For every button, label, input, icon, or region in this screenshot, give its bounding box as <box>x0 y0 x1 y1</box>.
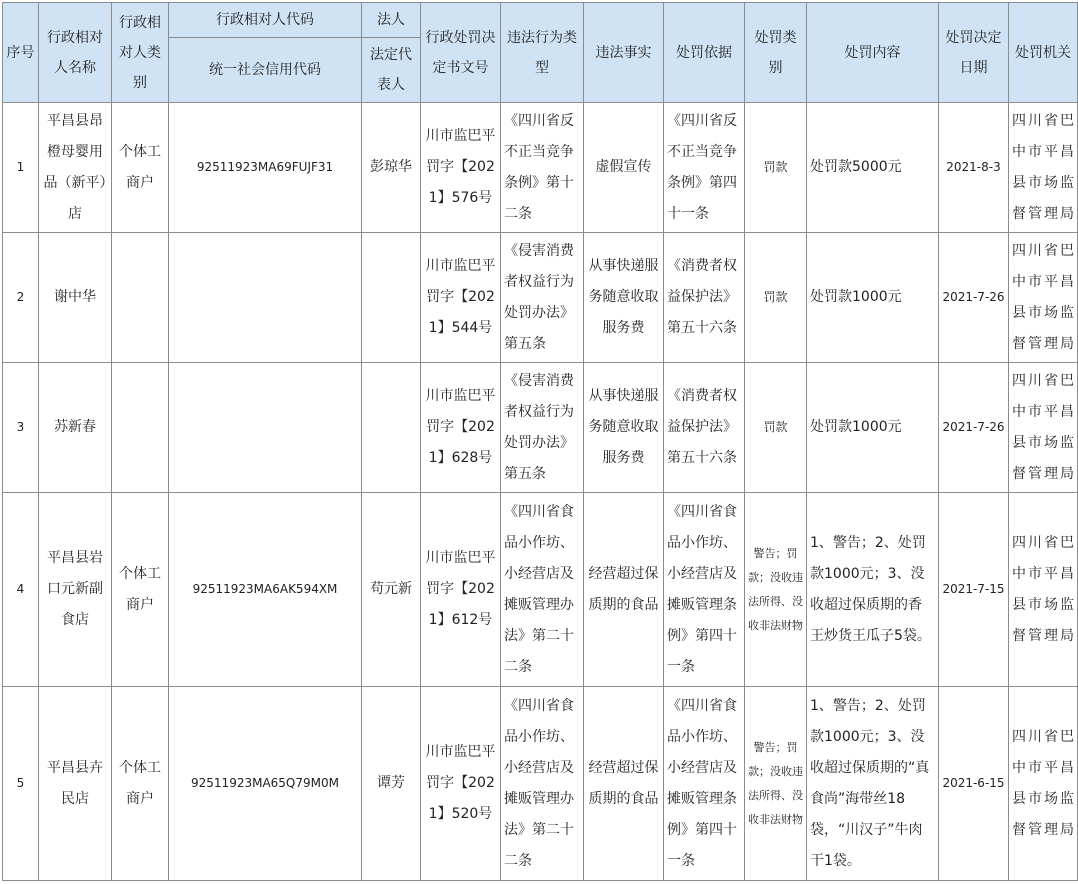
cell-doc-no: 川市监巴平罚字【2021】520号 <box>421 687 501 881</box>
cell-party-type: 个体工商户 <box>112 687 169 881</box>
header-party-code-group: 行政相对人代码 <box>169 3 362 38</box>
header-seq: 序号 <box>3 3 39 103</box>
cell-party-type: 个体工商户 <box>112 493 169 687</box>
cell-violation-fact: 经营超过保质期的食品 <box>584 493 664 687</box>
cell-name: 苏新春 <box>39 363 112 493</box>
cell-name: 平昌县昂橙母婴用品（新平）店 <box>39 103 112 233</box>
cell-credit-code: 92511923MA65Q79M0M <box>169 687 362 881</box>
cell-content: 1、警告；2、处罚款1000元；3、没收超过保质期的“真食尚”海带丝18袋，“川汉子”牛肉干1袋。 <box>807 687 939 881</box>
cell-legal-rep <box>362 363 421 493</box>
cell-violation-fact: 虚假宣传 <box>584 103 664 233</box>
cell-legal-rep: 谭芳 <box>362 687 421 881</box>
table-row <box>3 363 1078 493</box>
header-doc-no: 行政处罚决定书文号 <box>421 3 501 103</box>
cell-authority: 四川省巴中市平昌县市场监督管理局 <box>1009 493 1078 687</box>
cell-doc-no: 川市监巴平罚字【2021】576号 <box>421 103 501 233</box>
cell-category: 罚款 <box>745 363 807 493</box>
cell-date: 2021-7-26 <box>939 363 1009 493</box>
cell-violation-fact: 经营超过保质期的食品 <box>584 687 664 881</box>
cell-credit-code: 92511923MA6AK594XM <box>169 493 362 687</box>
cell-doc-no: 川市监巴平罚字【2021】612号 <box>421 493 501 687</box>
cell-seq: 1 <box>3 103 39 233</box>
cell-category: 罚款 <box>745 103 807 233</box>
header-legal-rep: 法定代表人 <box>362 38 421 103</box>
cell-content: 处罚款5000元 <box>807 103 939 233</box>
header-row-1 <box>3 3 1078 38</box>
cell-date: 2021-8-3 <box>939 103 1009 233</box>
cell-credit-code <box>169 363 362 493</box>
cell-authority: 四川省巴中市平昌县市场监督管理局 <box>1009 363 1078 493</box>
cell-basis: 《消费者权益保护法》第五十六条 <box>664 233 745 363</box>
cell-name: 平昌县卉民店 <box>39 687 112 881</box>
cell-authority: 四川省巴中市平昌县市场监督管理局 <box>1009 103 1078 233</box>
header-name: 行政相对人名称 <box>39 3 112 103</box>
cell-content: 处罚款1000元 <box>807 233 939 363</box>
cell-basis: 《四川省反不正当竞争条例》第四十一条 <box>664 103 745 233</box>
cell-seq: 2 <box>3 233 39 363</box>
header-violation-fact: 违法事实 <box>584 3 664 103</box>
table-row <box>3 103 1078 233</box>
cell-violation-fact: 从事快递服务随意收取服务费 <box>584 233 664 363</box>
cell-category: 罚款 <box>745 233 807 363</box>
cell-violation-type: 《侵害消费者权益行为处罚办法》第五条 <box>501 233 584 363</box>
cell-content: 处罚款1000元 <box>807 363 939 493</box>
cell-credit-code <box>169 233 362 363</box>
cell-seq: 5 <box>3 687 39 881</box>
cell-legal-rep <box>362 233 421 363</box>
cell-authority: 四川省巴中市平昌县市场监督管理局 <box>1009 233 1078 363</box>
cell-legal-rep: 苟元新 <box>362 493 421 687</box>
cell-category: 警告；罚款；没收违法所得、没收非法财物 <box>745 493 807 687</box>
cell-legal-rep: 彭琼华 <box>362 103 421 233</box>
cell-violation-fact: 从事快递服务随意收取服务费 <box>584 363 664 493</box>
header-date: 处罚决定日期 <box>939 3 1009 103</box>
cell-authority: 四川省巴中市平昌县市场监督管理局 <box>1009 687 1078 881</box>
cell-credit-code: 92511923MA69FUJF31 <box>169 103 362 233</box>
cell-date: 2021-7-26 <box>939 233 1009 363</box>
header-credit-code: 统一社会信用代码 <box>169 38 362 103</box>
cell-violation-type: 《侵害消费者权益行为处罚办法》第五条 <box>501 363 584 493</box>
header-violation-type: 违法行为类型 <box>501 3 584 103</box>
header-legal-group: 法人 <box>362 3 421 38</box>
header-basis: 处罚依据 <box>664 3 745 103</box>
cell-violation-type: 《四川省食品小作坊、小经营店及摊贩管理办法》第二十二条 <box>501 493 584 687</box>
cell-name: 平昌县岩口元新副食店 <box>39 493 112 687</box>
cell-violation-type: 《四川省反不正当竞争条例》第十二条 <box>501 103 584 233</box>
header-party-type: 行政相对人类别 <box>112 3 169 103</box>
cell-doc-no: 川市监巴平罚字【2021】628号 <box>421 363 501 493</box>
cell-party-type: 个体工商户 <box>112 103 169 233</box>
cell-violation-type: 《四川省食品小作坊、小经营店及摊贩管理办法》第二十二条 <box>501 687 584 881</box>
cell-content: 1、警告；2、处罚款1000元；3、没收超过保质期的香王炒货王瓜子5袋。 <box>807 493 939 687</box>
cell-seq: 4 <box>3 493 39 687</box>
table-row <box>3 233 1078 363</box>
cell-doc-no: 川市监巴平罚字【2021】544号 <box>421 233 501 363</box>
header-category: 处罚类别 <box>745 3 807 103</box>
cell-seq: 3 <box>3 363 39 493</box>
cell-name: 谢中华 <box>39 233 112 363</box>
cell-basis: 《四川省食品小作坊、小经营店及摊贩管理条例》第四十一条 <box>664 493 745 687</box>
cell-category: 警告；罚款；没收违法所得、没收非法财物 <box>745 687 807 881</box>
cell-basis: 《消费者权益保护法》第五十六条 <box>664 363 745 493</box>
cell-party-type <box>112 233 169 363</box>
cell-party-type <box>112 363 169 493</box>
penalty-table <box>2 2 1078 881</box>
table-row <box>3 687 1078 881</box>
cell-basis: 《四川省食品小作坊、小经营店及摊贩管理条例》第四十一条 <box>664 687 745 881</box>
header-content: 处罚内容 <box>807 3 939 103</box>
table-row <box>3 493 1078 687</box>
header-authority: 处罚机关 <box>1009 3 1078 103</box>
cell-date: 2021-7-15 <box>939 493 1009 687</box>
cell-date: 2021-6-15 <box>939 687 1009 881</box>
